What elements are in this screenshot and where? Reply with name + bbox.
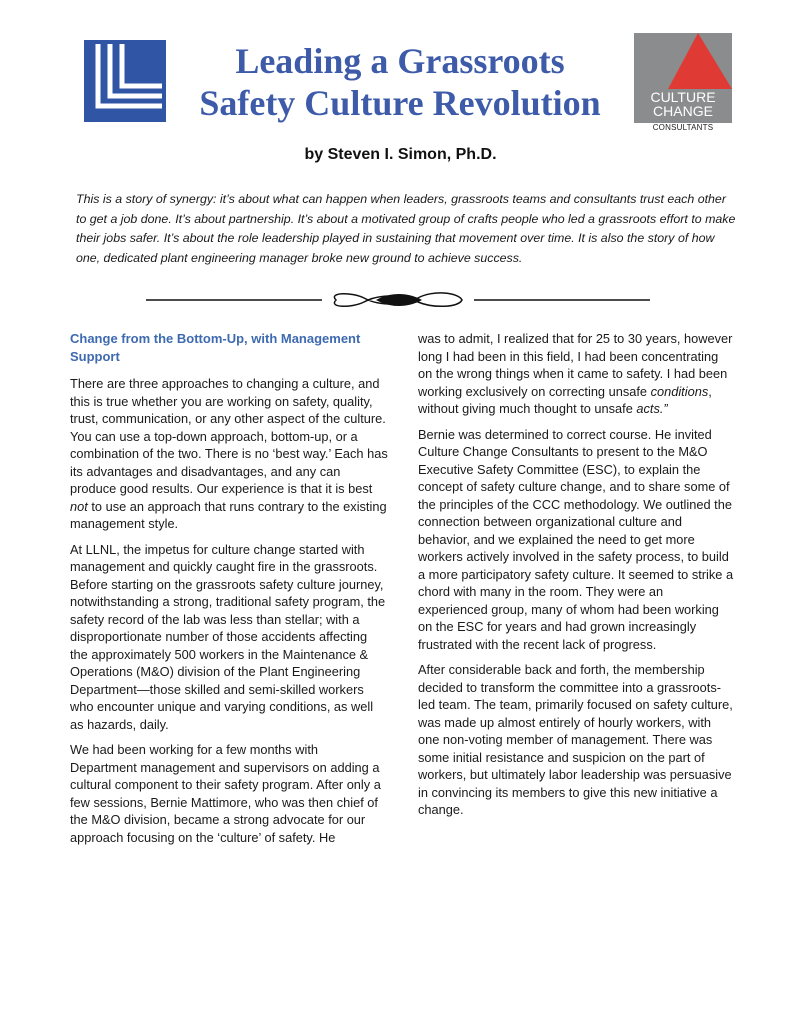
page-title (170, 40, 630, 124)
body-paragraph: Bernie was determined to correct course. He invited Culture Change Consultants to present to the M&O Executive Safety Committee (ESC), to explain the concept of safety culture change, and to share some of the principles of the CCC methodology. We outlined the connection between organizational culture and behavior, and we explained the need to get more workers actively involved in the safety process, to build a more participatory safety culture. It seemed to strike a chord with many in the room. They were an experienced group, many of whom had been working on the ESC for years and had grown increasingly frustrated with the recent lack of progress. (418, 426, 734, 652)
body-paragraph: We had been working for a few months with Department management and supervisors on adding a cultural component to their safety program. After only a few sessions, Bernie Mattimore, who was then chief of the M&O division, became a strong advocate for our approach focusing on the ‘culture’ of safety. He (70, 742, 381, 845)
body-paragraph: was to admit, I realized that for 25 to 30 years, however long I had been in this field, I had been concentrating on the wrong things when it came to safety. I had been working exclusively on correcting unsafe conditions, without giving much thought to unsafe acts.” (418, 331, 733, 416)
logo-word-consultants: CONSULTANTS (652, 123, 714, 132)
llnl-logo-icon (84, 40, 166, 122)
logo-red-triangle-icon (668, 33, 732, 89)
left-column (70, 330, 388, 854)
logo-word-culture: CULTURE (650, 89, 716, 105)
section-heading: Change from the Bottom-Up, with Management Support (70, 331, 361, 364)
culture-change-consultants-logo (634, 33, 732, 131)
author-byline: by Steven I. Simon, Ph.D. (304, 146, 497, 163)
body-paragraph: At LLNL, the impetus for culture change started with management and quickly caught fire in the grassroots. Before starting on the grassroots safety culture journey, notwithstanding a strong, traditional safety program, the safety record of the lab was less than stellar; with a disproportionate number of those accidents affecting the approximately 500 workers in the Maintenance & Operations (M&O) division of the Plant Engineering Department—those skilled and semi-skilled workers who encounter unique and varying conditions, as well as hazards, daily. (70, 541, 386, 732)
page-header (0, 0, 801, 140)
body-paragraph: After considerable back and forth, the membership decided to transform the committee into a grassroots-led team. The team, primarily focused on safety culture, was made up almost entirely of hourly workers, with one non-voting member of management. There was some initial resistance and suspicion on the part of workers, but ultimately labor leadership was persuasive in convincing its members to give this new initiative a change. (418, 662, 733, 817)
title-line-2: Safety Culture Revolution (199, 83, 601, 123)
title-line-1: Leading a Grassroots (235, 41, 565, 81)
logo-word-change: CHANGE (653, 103, 713, 119)
ornamental-divider (146, 290, 650, 310)
right-column (418, 330, 734, 827)
body-paragraph: There are three approaches to changing a culture, and this is true whether you are working on safety, quality, trust, communication, or any other aspect of the culture. You can use a top-down approach, bottom-up, or a combination of the two. There is no ‘best way.’ Each has its advantages and disadvantages, and any can produce good results. Our experience is that it is best not to use an approach that runs contrary to the existing management style. (70, 376, 388, 531)
intro-paragraph: This is a story of synergy: it’s about what can happen when leaders, grassroots teams and consultants trust each other to get a job done. It’s about partnership. It’s about a motivated group of crafts people who led a grassroots effort to make their jobs safer. It’s about the role leadership played in sustaining that movement over time. It is also the story of how one, dedicated plant engineering manager broke new ground to achieve success. (76, 192, 736, 265)
